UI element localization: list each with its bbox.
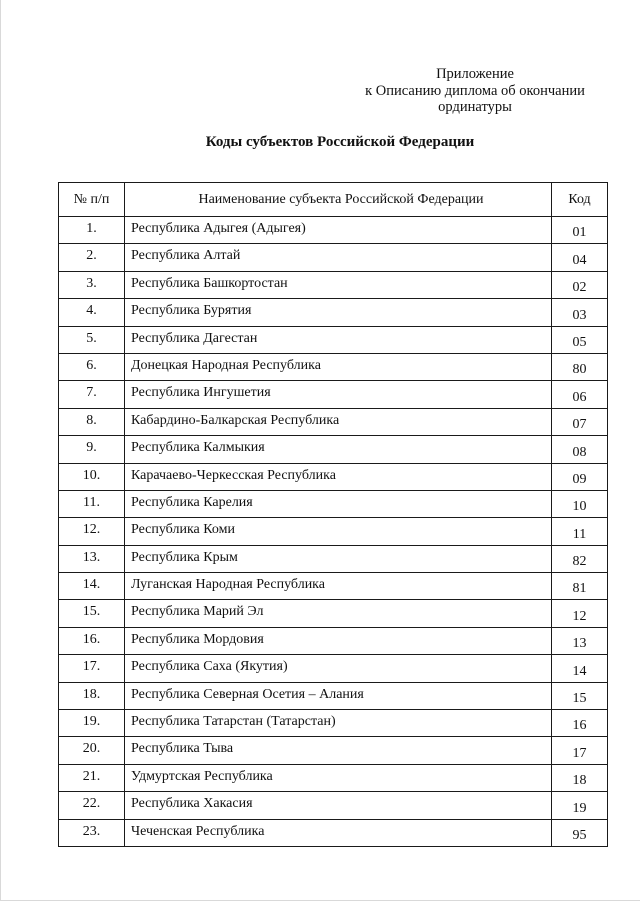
- row-number: 7.: [59, 381, 125, 408]
- row-subject-name: Республика Саха (Якутия): [125, 655, 552, 682]
- table-row: [59, 545, 608, 572]
- table-row: [59, 381, 608, 408]
- row-subject-name: Республика Хакасия: [125, 792, 552, 819]
- table-row: [59, 408, 608, 435]
- row-number: 1.: [59, 217, 125, 244]
- row-subject-name: Республика Адыгея (Адыгея): [125, 217, 552, 244]
- appendix-line-1: Приложение: [436, 66, 514, 82]
- row-number: 13.: [59, 545, 125, 572]
- table-header-row: [59, 183, 608, 217]
- row-subject-name: Донецкая Народная Республика: [125, 353, 552, 380]
- row-subject-name: Кабардино-Балкарская Республика: [125, 408, 552, 435]
- row-code: 12: [552, 600, 608, 627]
- row-subject-name: Республика Алтай: [125, 244, 552, 271]
- row-code: 01: [552, 217, 608, 244]
- row-number: 22.: [59, 792, 125, 819]
- row-number: 21.: [59, 764, 125, 791]
- row-subject-name: Чеченская Республика: [125, 819, 552, 846]
- row-code: 04: [552, 244, 608, 271]
- row-code: 81: [552, 573, 608, 600]
- table-row: [59, 463, 608, 490]
- row-subject-name: Республика Татарстан (Татарстан): [125, 710, 552, 737]
- subjects-codes-table: [58, 182, 608, 847]
- row-code: 19: [552, 792, 608, 819]
- table-row: [59, 244, 608, 271]
- table-body: [59, 217, 608, 847]
- row-code: 08: [552, 436, 608, 463]
- table-row: [59, 600, 608, 627]
- header-code: Код: [552, 183, 608, 217]
- table-row: [59, 710, 608, 737]
- table-row: [59, 764, 608, 791]
- table-row: [59, 573, 608, 600]
- appendix-line-2: к Описанию диплома об окончании: [365, 82, 585, 99]
- table-row: [59, 819, 608, 846]
- row-code: 17: [552, 737, 608, 764]
- table-row: [59, 518, 608, 545]
- row-subject-name: Республика Башкортостан: [125, 271, 552, 298]
- row-number: 8.: [59, 408, 125, 435]
- row-code: 06: [552, 381, 608, 408]
- row-code: 80: [552, 353, 608, 380]
- row-subject-name: Республика Коми: [125, 518, 552, 545]
- row-code: 15: [552, 682, 608, 709]
- row-code: 13: [552, 627, 608, 654]
- row-number: 10.: [59, 463, 125, 490]
- row-subject-name: Республика Марий Эл: [125, 600, 552, 627]
- row-subject-name: Карачаево-Черкесская Республика: [125, 463, 552, 490]
- row-code: 02: [552, 271, 608, 298]
- row-code: 10: [552, 490, 608, 517]
- header-subject-name: Наименование субъекта Российской Федерации: [125, 183, 552, 217]
- row-number: 12.: [59, 518, 125, 545]
- row-number: 19.: [59, 710, 125, 737]
- row-number: 20.: [59, 737, 125, 764]
- row-subject-name: Республика Тыва: [125, 737, 552, 764]
- row-code: 09: [552, 463, 608, 490]
- row-number: 16.: [59, 627, 125, 654]
- row-subject-name: Республика Крым: [125, 545, 552, 572]
- row-code: 82: [552, 545, 608, 572]
- row-number: 5.: [59, 326, 125, 353]
- page-title: Коды субъектов Российской Федерации: [205, 134, 475, 150]
- table-row: [59, 792, 608, 819]
- table-row: [59, 326, 608, 353]
- row-number: 11.: [59, 490, 125, 517]
- table-row: [59, 490, 608, 517]
- row-number: 9.: [59, 436, 125, 463]
- table-row: [59, 436, 608, 463]
- row-code: 03: [552, 299, 608, 326]
- row-subject-name: Республика Бурятия: [125, 299, 552, 326]
- row-code: 11: [552, 518, 608, 545]
- row-subject-name: Республика Мордовия: [125, 627, 552, 654]
- row-subject-name: Республика Калмыкия: [125, 436, 552, 463]
- row-subject-name: Республика Дагестан: [125, 326, 552, 353]
- row-number: 2.: [59, 244, 125, 271]
- appendix-note: [340, 66, 610, 116]
- row-code: 95: [552, 819, 608, 846]
- table-row: [59, 627, 608, 654]
- table-row: [59, 299, 608, 326]
- table-row: [59, 353, 608, 380]
- table-row: [59, 682, 608, 709]
- table-row: [59, 655, 608, 682]
- row-code: 14: [552, 655, 608, 682]
- row-number: 6.: [59, 353, 125, 380]
- table-row: [59, 217, 608, 244]
- row-number: 23.: [59, 819, 125, 846]
- table-row: [59, 271, 608, 298]
- row-number: 17.: [59, 655, 125, 682]
- row-code: 05: [552, 326, 608, 353]
- row-subject-name: Республика Ингушетия: [125, 381, 552, 408]
- table-row: [59, 737, 608, 764]
- row-subject-name: Удмуртская Республика: [125, 764, 552, 791]
- row-subject-name: Республика Северная Осетия – Алания: [125, 682, 552, 709]
- row-number: 14.: [59, 573, 125, 600]
- row-subject-name: Республика Карелия: [125, 490, 552, 517]
- row-subject-name: Луганская Народная Республика: [125, 573, 552, 600]
- row-number: 4.: [59, 299, 125, 326]
- row-code: 16: [552, 710, 608, 737]
- appendix-line-3: ординатуры: [438, 99, 512, 115]
- row-code: 18: [552, 764, 608, 791]
- row-number: 3.: [59, 271, 125, 298]
- row-number: 18.: [59, 682, 125, 709]
- header-number: № п/п: [59, 183, 125, 217]
- row-code: 07: [552, 408, 608, 435]
- row-number: 15.: [59, 600, 125, 627]
